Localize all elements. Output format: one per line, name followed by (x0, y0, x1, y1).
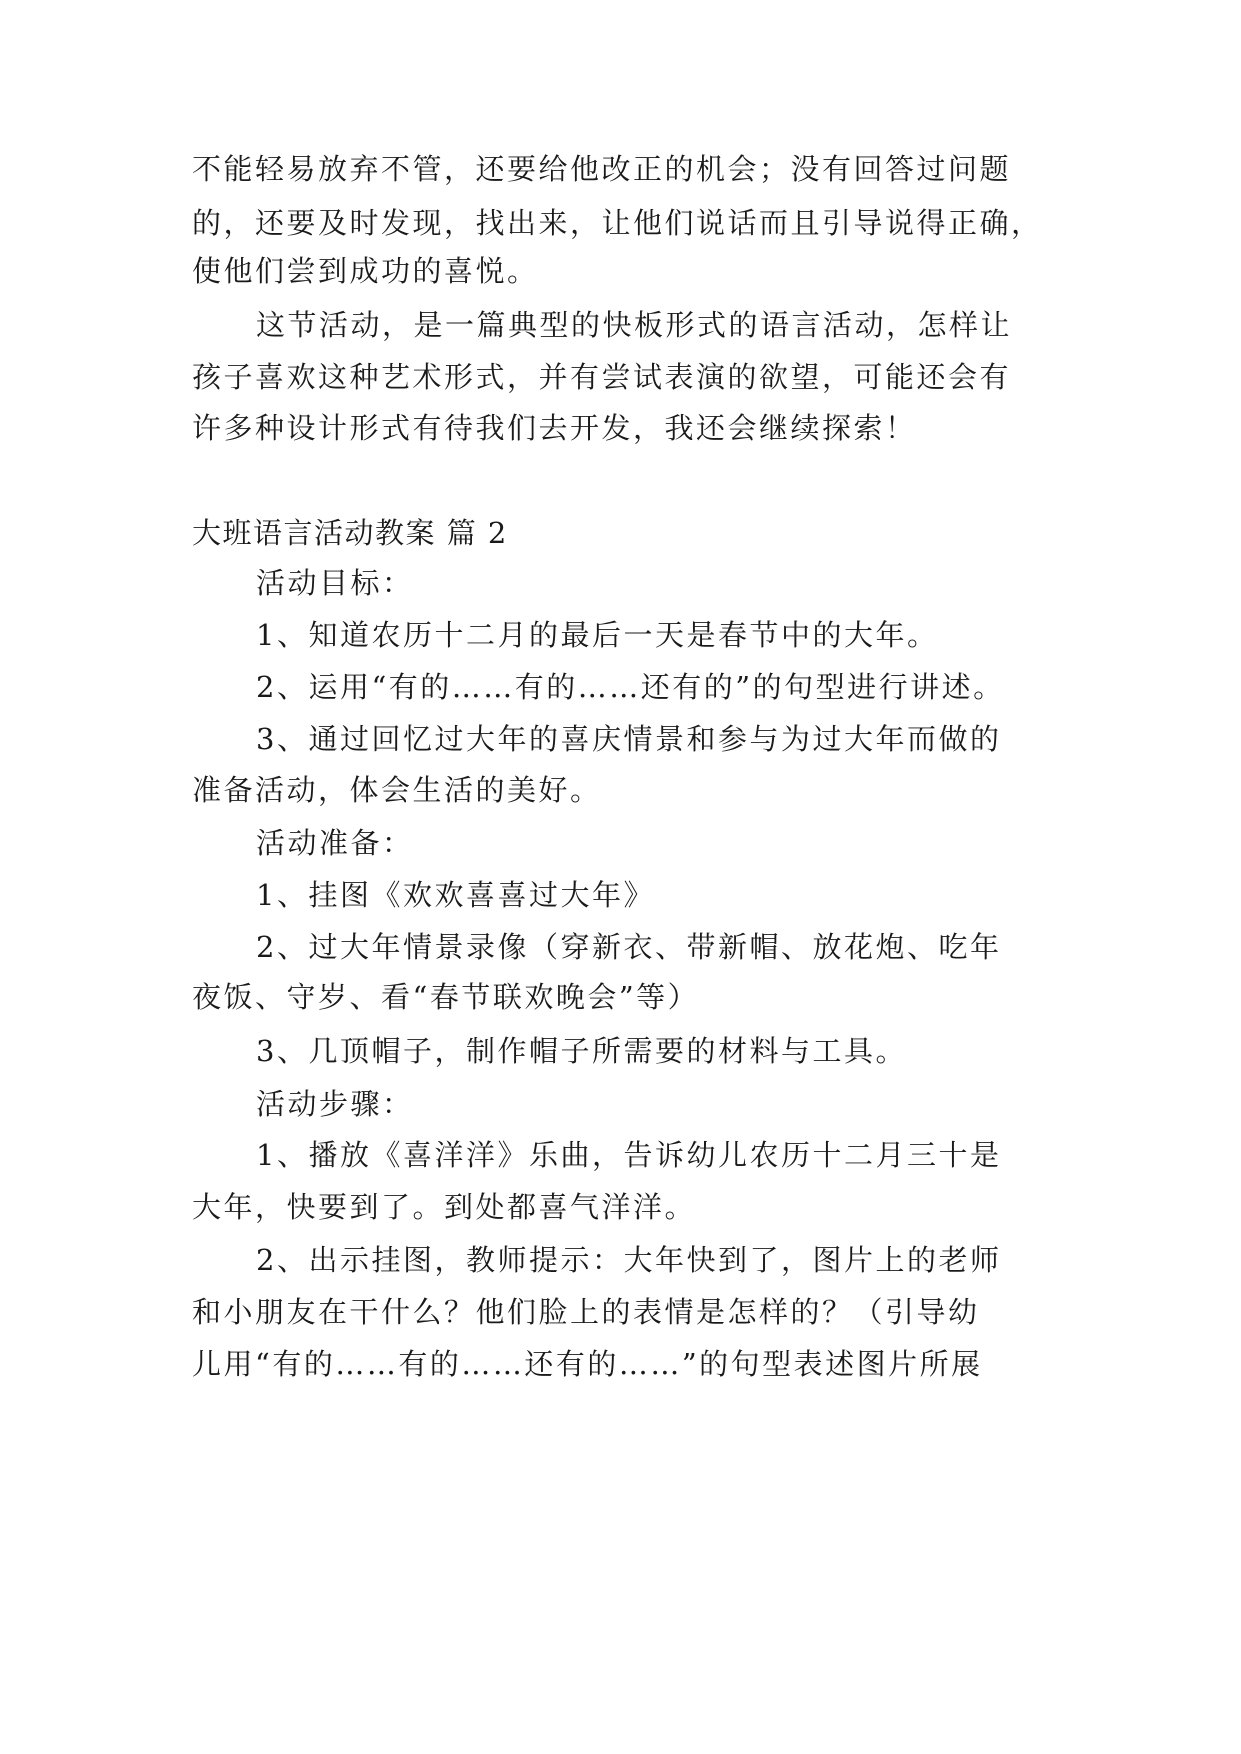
section-title: 大班语言活动教案 篇 2 (192, 516, 508, 550)
document-page (192, 0, 1072, 1754)
paragraph-line: 使他们尝到成功的喜悦。 (192, 254, 539, 288)
prep-item: 3、几顶帽子，制作帽子所需要的材料与工具。 (256, 1034, 907, 1068)
step-item-continued: 儿用“有的……有的……还有的……”的句型表述图片所展 (192, 1347, 983, 1381)
step-item-continued: 和小朋友在干什么？他们脸上的表情是怎样的？（引导幼 (192, 1295, 980, 1329)
prep-item-continued: 夜饭、守岁、看“春节联欢晚会”等） (192, 980, 700, 1014)
goal-item: 1、知道农历十二月的最后一天是春节中的大年。 (256, 618, 939, 652)
step-item-continued: 大年，快要到了。到处都喜气洋洋。 (192, 1190, 697, 1224)
paragraph-line: 许多种设计形式有待我们去开发，我还会继续探索！ (192, 411, 917, 445)
goal-item-continued: 准备活动，体会生活的美好。 (192, 773, 602, 807)
goal-item: 3、通过回忆过大年的喜庆情景和参与为过大年而做的 (256, 722, 1002, 756)
goal-item: 2、运用“有的……有的……还有的”的句型进行讲述。 (256, 670, 1005, 704)
goals-label: 活动目标： (256, 566, 414, 600)
prep-item: 1、挂图《欢欢喜喜过大年》 (256, 878, 655, 912)
step-item: 2、出示挂图，教师提示：大年快到了，图片上的老师 (256, 1243, 1002, 1277)
prep-label: 活动准备： (256, 826, 414, 860)
paragraph-line: 不能轻易放弃不管，还要给他改正的机会；没有回答过问题 (192, 152, 1012, 186)
step-item: 1、播放《喜洋洋》乐曲，告诉幼儿农历十二月三十是 (256, 1138, 1002, 1172)
steps-label: 活动步骤： (256, 1087, 414, 1121)
paragraph-line: 这节活动，是一篇典型的快板形式的语言活动，怎样让 (256, 308, 1013, 342)
paragraph-line: 的，还要及时发现，找出来，让他们说话而且引导说得正确， (192, 206, 1043, 240)
prep-item: 2、过大年情景录像（穿新衣、带新帽、放花炮、吃年 (256, 930, 1002, 964)
paragraph-line: 孩子喜欢这种艺术形式，并有尝试表演的欲望，可能还会有 (192, 360, 1012, 394)
